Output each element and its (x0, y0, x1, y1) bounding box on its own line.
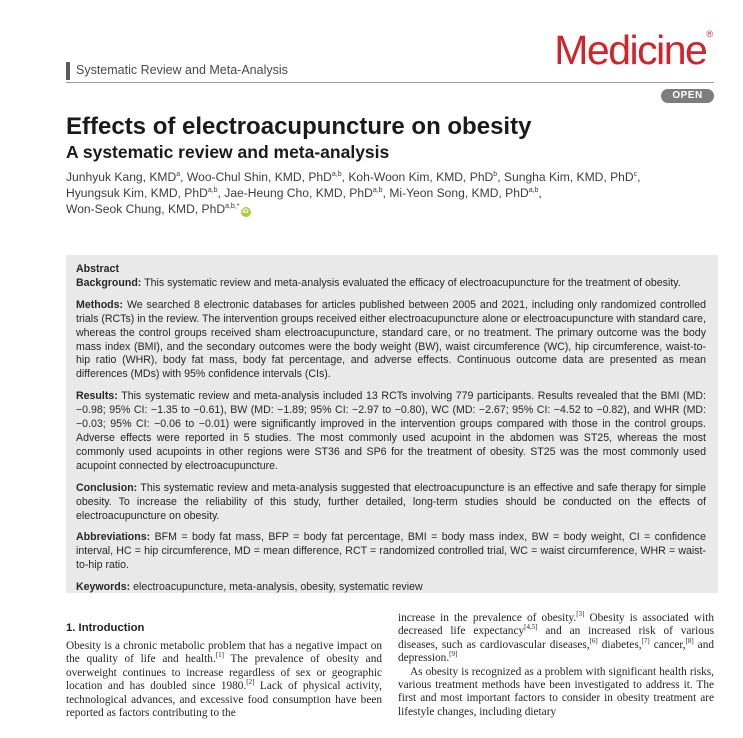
introduction-heading: 1. Introduction (66, 622, 145, 634)
author-name: Woo-Chul Shin, KMD, PhD (186, 170, 332, 184)
keywords-text: electroacupuncture, meta-analysis, obesity, systematic review (133, 581, 423, 594)
article-subtitle: A systematic review and meta-analysis (66, 142, 390, 162)
section-marker (66, 62, 70, 80)
abstract-abbreviations (76, 531, 706, 573)
citation-ref[interactable]: [3] (576, 610, 585, 619)
author-name: Jae-Heung Cho, KMD, PhD (224, 186, 373, 200)
abstract (76, 263, 706, 603)
author-affiliation: b (493, 170, 498, 178)
journal-logo (554, 27, 713, 73)
author-affiliation: a,b (207, 186, 218, 194)
background-label: Background: (76, 276, 142, 289)
author-name: Koh-Woon Kim, KMD, PhD (348, 170, 494, 184)
citation-ref[interactable]: [9] (449, 650, 458, 659)
abstract-heading: Abstract (76, 263, 119, 275)
citation-ref[interactable]: [6] (589, 637, 598, 646)
body-column-left (66, 640, 382, 720)
conclusion-text: This systematic review and meta-analysis suggested that electroacupuncture is an effective and safe therapy for simple obesity. To increase the reliability of this study, further detailed, long-term studies should be conducted on the effects of electroacupuncture on obesity. (76, 481, 706, 522)
author-affiliation: a,b (331, 170, 342, 178)
intro-paragraph-1-cont: increase in the prevalence of obesity.[3] Obesity is associated with decreased life expectancy[4,5] and an increased risk of various diseases, such as cardiovascular diseases,[6] diabetes,[7] cancer,[8] and depression.[9] (398, 610, 715, 665)
abstract-results (76, 390, 706, 473)
author-name: Won-Seok Chung, KMD, PhD (66, 202, 226, 216)
author-name: Hyungsuk Kim, KMD, PhD (66, 186, 208, 200)
results-label: Results: (76, 390, 118, 403)
citation-ref[interactable]: [4,5] (524, 623, 538, 632)
abstract-keywords (76, 581, 706, 595)
author-name: Junhyuk Kang, KMD (66, 170, 177, 184)
section-label: Systematic Review and Meta-Analysis (76, 63, 288, 77)
results-text: This systematic review and meta-analysis included 13 RCTs involving 779 participants. Results revealed that the BMI (MD: −0.98; 95% CI: −1.35 to −0.61), BW (MD: −1.89; 95% CI: −2.97 to −0.80), WC (MD: −2.67; 95% CI: −4.52 to −0.82), and WHR (MD: −0.03; 95% CI: −0.06 to −0.01) were significantly improved in the intervention groups compared with those in the control groups. Adverse effects were reported in 5 studies. The most commonly used acupoint in the abdomen was ST25, whereas the most commonly used acupoints in other regions were ST36 and SP6 for the treatment of obesity. ST25 was the most commonly used acupoint connected by electroacupuncture. (76, 390, 706, 472)
abstract-background (76, 277, 706, 291)
intro-paragraph-2: As obesity is recognized as a problem with significant health risks, various treatment methods have been investigated to address it. The first and most important factors to consider in obesity treatment are lifestyle changes, including dietary (398, 665, 714, 718)
abstract-conclusion (76, 482, 706, 524)
author-name: Sungha Kim, KMD, PhD (503, 170, 634, 184)
keywords-label: Keywords: (76, 581, 131, 594)
author-affiliation: a,b (372, 186, 383, 194)
author-list: Junhyuk Kang, KMD$^a$, Woo-Chul Shin, KMD, PhD$^{a,b}$, Koh-Woon Kim, KMD, PhD$^b$, Sungha Kim, KMD, PhD$^c$, Hyungsuk Kim, KMD, PhD$^{a,b}$, Jae-Heung Cho, KMD, PhD$^{a,b}$, Mi-Yeon Song, KMD, PhD$^{a,b}$, Won-Seok Chung, KMD, PhD$^{a,b,*}$iD (66, 170, 641, 216)
citation-ref[interactable]: [1] (215, 651, 224, 660)
author-affiliation: a,b,* (225, 202, 240, 210)
author-name: Mi-Yeon Song, KMD, PhD (389, 186, 529, 200)
conclusion-label: Conclusion: (76, 481, 138, 494)
registered-mark: ® (706, 29, 713, 39)
journal-name: Medicine (554, 27, 707, 73)
body-column-right (398, 612, 714, 719)
background-text: This systematic review and meta-analysis evaluated the efficacy of electroacupuncture for the treatment of obesity. (144, 276, 681, 289)
abbreviations-label: Abbreviations: (76, 531, 151, 544)
methods-label: Methods: (76, 298, 124, 311)
citation-ref[interactable]: [2] (246, 678, 255, 687)
author-affiliation: a (176, 170, 181, 178)
article-title: Effects of electroacupuncture on obesity (66, 113, 532, 140)
orcid-icon[interactable]: iD (242, 208, 249, 215)
header-divider (66, 82, 714, 83)
citation-ref[interactable]: [8] (685, 637, 694, 646)
citation-ref[interactable]: [7] (641, 637, 650, 646)
methods-text: We searched 8 electronic databases for articles published between 2005 and 2021, including only randomized controlled trials (RCTs) in the review. The intervention groups received either electroacupuncture alone or electroacupuncture with standard care, whereas the control groups received sham electroacupuncture, standard care, or no treatment. The primary outcome was the body mass index (BMI), and the secondary outcomes were the body weight (BW), waist circumference (WC), hip circumference, waist-to-hip ratio (WHR), body fat mass, body fat percentage, and adverse effects. Continuous outcome data are presented as mean differences (MDs) with 95% confidence intervals (CIs). (76, 298, 706, 381)
abstract-methods (76, 299, 706, 382)
author-affiliation: c (633, 170, 638, 178)
abbreviations-text: BFM = body fat mass, BFP = body fat percentage, BMI = body mass index, BW = body weight, CI = confidence interval, HC = hip circumference, MD = mean difference, RCT = randomized controlled trial, WC = waist circumference, WHR = waist-to-hip ratio. (76, 531, 706, 572)
intro-paragraph-1: Obesity is a chronic metabolic problem that has a negative impact on the quality of life and health.[1] The prevalence of obesity and overweight continues to increase regardless of sex or geographic location and has doubled since 1980.[2] Lack of physical activity, technological advances, and excessive food consumption have been reported as factors contributing to the (66, 640, 382, 720)
open-access-badge: OPEN (661, 89, 714, 103)
author-affiliation: a,b (528, 186, 539, 194)
